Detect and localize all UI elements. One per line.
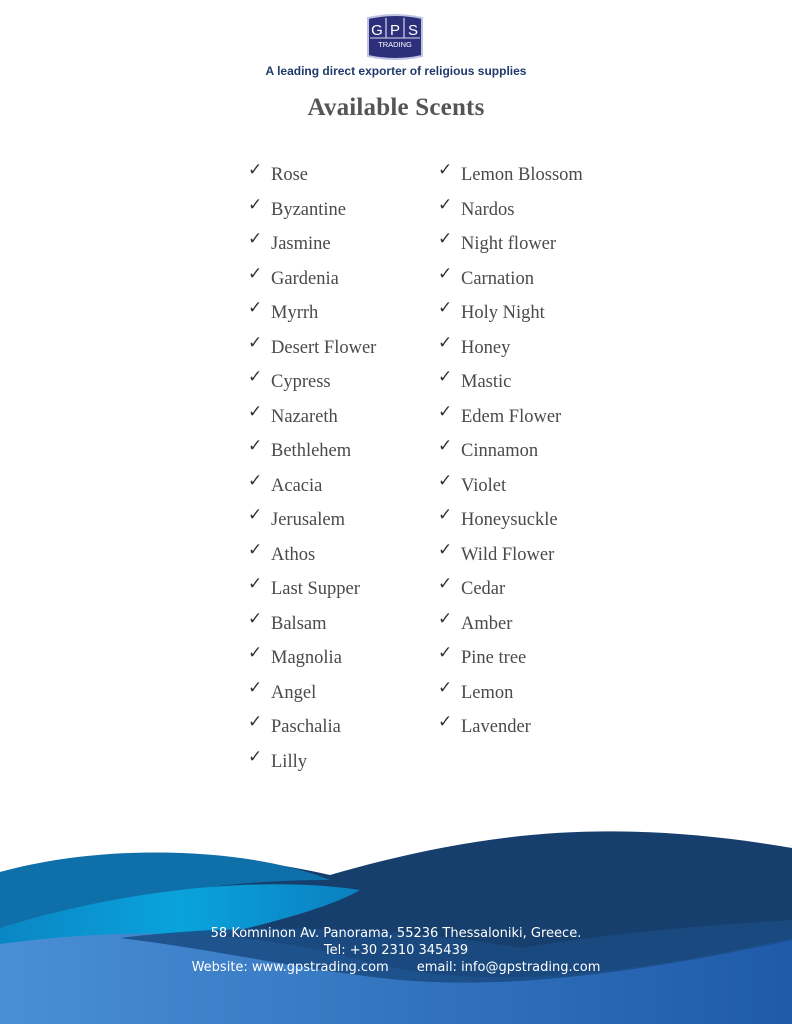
scent-item bbox=[438, 677, 583, 715]
scent-name: Night flower bbox=[461, 234, 557, 254]
scent-name: Acacia bbox=[271, 475, 323, 496]
scent-list-left bbox=[248, 162, 376, 783]
scent-name: Lemon Blossom bbox=[461, 165, 583, 185]
scent-item bbox=[438, 401, 583, 439]
checkmark-icon: ✓ bbox=[438, 436, 453, 456]
scent-item bbox=[248, 608, 376, 646]
checkmark-icon: ✓ bbox=[438, 229, 453, 249]
footer-address: 58 Komninon Av. Panorama, 55236 Thessaloniki, Greece. bbox=[210, 926, 582, 941]
checkmark-icon: ✓ bbox=[438, 367, 453, 387]
scent-name: Carnation bbox=[461, 268, 534, 289]
scent-item bbox=[438, 194, 583, 232]
footer-email-link[interactable]: email: info@gpstrading.com bbox=[416, 960, 601, 975]
scent-name: Nazareth bbox=[271, 406, 338, 427]
scent-item bbox=[438, 714, 583, 749]
scent-name: Amber bbox=[461, 613, 513, 634]
scent-item bbox=[438, 162, 583, 197]
checkmark-icon: ✓ bbox=[248, 160, 263, 180]
scent-name: Nardos bbox=[461, 199, 515, 220]
checkmark-icon: ✓ bbox=[438, 263, 453, 284]
scent-item bbox=[248, 507, 376, 542]
scent-name: Gardenia bbox=[271, 268, 339, 289]
checkmark-icon: ✓ bbox=[248, 574, 263, 594]
scent-name: Pine tree bbox=[461, 648, 527, 668]
checkmark-icon: ✓ bbox=[248, 194, 263, 215]
scent-item bbox=[248, 300, 376, 335]
gps-trading-logo bbox=[364, 12, 426, 62]
scent-item bbox=[438, 231, 583, 266]
scent-name: Rose bbox=[271, 165, 308, 185]
scent-name: Lilly bbox=[271, 751, 307, 772]
scent-name: Paschalia bbox=[271, 717, 341, 737]
checkmark-icon: ✓ bbox=[438, 505, 453, 525]
checkmark-icon: ✓ bbox=[248, 505, 263, 525]
scent-item bbox=[248, 438, 376, 473]
scent-name: Byzantine bbox=[271, 199, 347, 220]
footer-contact-line bbox=[0, 960, 792, 975]
tagline: A leading direct exporter of religious supplies bbox=[265, 64, 527, 78]
scent-name: Myrrh bbox=[271, 303, 319, 323]
checkmark-icon: ✓ bbox=[248, 608, 263, 629]
scent-item bbox=[248, 746, 376, 784]
scent-item bbox=[248, 401, 376, 439]
checkmark-icon: ✓ bbox=[248, 712, 263, 732]
scent-name: Magnolia bbox=[271, 648, 342, 668]
scent-name: Desert Flower bbox=[271, 337, 377, 358]
scent-item bbox=[248, 645, 376, 680]
footer-telephone: Tel: +30 2310 345439 bbox=[323, 943, 469, 958]
logo-subtext: TRADING bbox=[378, 40, 412, 49]
scent-name: Angel bbox=[271, 682, 317, 703]
checkmark-icon: ✓ bbox=[438, 401, 453, 422]
scent-item bbox=[438, 470, 583, 508]
scent-item bbox=[438, 369, 583, 404]
scent-name: Lemon bbox=[461, 682, 514, 703]
checkmark-icon: ✓ bbox=[438, 677, 453, 698]
scent-item bbox=[248, 470, 376, 508]
scent-item bbox=[248, 194, 376, 232]
checkmark-icon: ✓ bbox=[248, 263, 263, 284]
scent-item bbox=[248, 162, 376, 197]
scent-item bbox=[438, 576, 583, 611]
scent-name: Cypress bbox=[271, 372, 331, 392]
scent-name: Jerusalem bbox=[271, 510, 345, 530]
checkmark-icon: ✓ bbox=[438, 712, 453, 732]
scent-name: Cinnamon bbox=[461, 441, 539, 461]
scent-item bbox=[438, 507, 583, 542]
logo-letter-g: G bbox=[371, 22, 383, 39]
scent-name: Honeysuckle bbox=[461, 510, 558, 530]
scent-item bbox=[248, 539, 376, 577]
scent-item bbox=[438, 332, 583, 370]
scent-item bbox=[248, 332, 377, 370]
checkmark-icon: ✓ bbox=[248, 332, 263, 353]
checkmark-icon: ✓ bbox=[248, 401, 263, 422]
checkmark-icon: ✓ bbox=[248, 677, 263, 698]
checkmark-icon: ✓ bbox=[248, 367, 263, 387]
scent-list-right bbox=[438, 162, 583, 749]
footer-wave-banner bbox=[0, 820, 792, 1024]
checkmark-icon: ✓ bbox=[248, 229, 263, 249]
scent-item bbox=[438, 608, 583, 646]
scent-name: Mastic bbox=[461, 372, 512, 392]
scent-item bbox=[438, 300, 583, 335]
page-title: Available Scents bbox=[307, 94, 485, 121]
scent-name: Bethlehem bbox=[271, 441, 352, 461]
checkmark-icon: ✓ bbox=[438, 298, 453, 318]
scent-item bbox=[438, 539, 583, 577]
scent-item bbox=[248, 369, 376, 404]
scent-item bbox=[248, 263, 376, 301]
scent-item bbox=[248, 576, 376, 611]
scent-item bbox=[248, 714, 376, 749]
logo-letter-s: S bbox=[407, 22, 419, 39]
checkmark-icon: ✓ bbox=[438, 160, 453, 180]
scent-item bbox=[438, 645, 583, 680]
scent-item bbox=[248, 231, 376, 266]
scent-name: Jasmine bbox=[271, 234, 331, 254]
checkmark-icon: ✓ bbox=[248, 298, 263, 318]
checkmark-icon: ✓ bbox=[438, 574, 453, 594]
checkmark-icon: ✓ bbox=[248, 470, 263, 491]
checkmark-icon: ✓ bbox=[438, 643, 453, 663]
scent-name: Edem Flower bbox=[461, 406, 562, 427]
scent-name: Violet bbox=[461, 475, 507, 496]
scent-item bbox=[438, 263, 583, 301]
scent-name: Holy Night bbox=[461, 303, 545, 323]
checkmark-icon: ✓ bbox=[438, 539, 453, 560]
checkmark-icon: ✓ bbox=[248, 746, 263, 767]
checkmark-icon: ✓ bbox=[248, 643, 263, 663]
checkmark-icon: ✓ bbox=[438, 470, 453, 491]
scent-item bbox=[438, 438, 583, 473]
checkmark-icon: ✓ bbox=[248, 539, 263, 560]
checkmark-icon: ✓ bbox=[438, 194, 453, 215]
scent-name: Cedar bbox=[461, 579, 506, 599]
scent-name: Last Supper bbox=[271, 579, 360, 599]
logo-letter-p: P bbox=[389, 22, 401, 39]
scent-name: Wild Flower bbox=[461, 544, 555, 565]
checkmark-icon: ✓ bbox=[438, 608, 453, 629]
scent-name: Balsam bbox=[271, 613, 327, 634]
scent-name: Athos bbox=[271, 544, 316, 565]
scent-name: Lavender bbox=[461, 717, 531, 737]
scent-item bbox=[248, 677, 376, 715]
checkmark-icon: ✓ bbox=[248, 436, 263, 456]
checkmark-icon: ✓ bbox=[438, 332, 453, 353]
scent-name: Honey bbox=[461, 337, 511, 358]
footer-website-link[interactable]: Website: www.gpstrading.com bbox=[191, 960, 389, 975]
